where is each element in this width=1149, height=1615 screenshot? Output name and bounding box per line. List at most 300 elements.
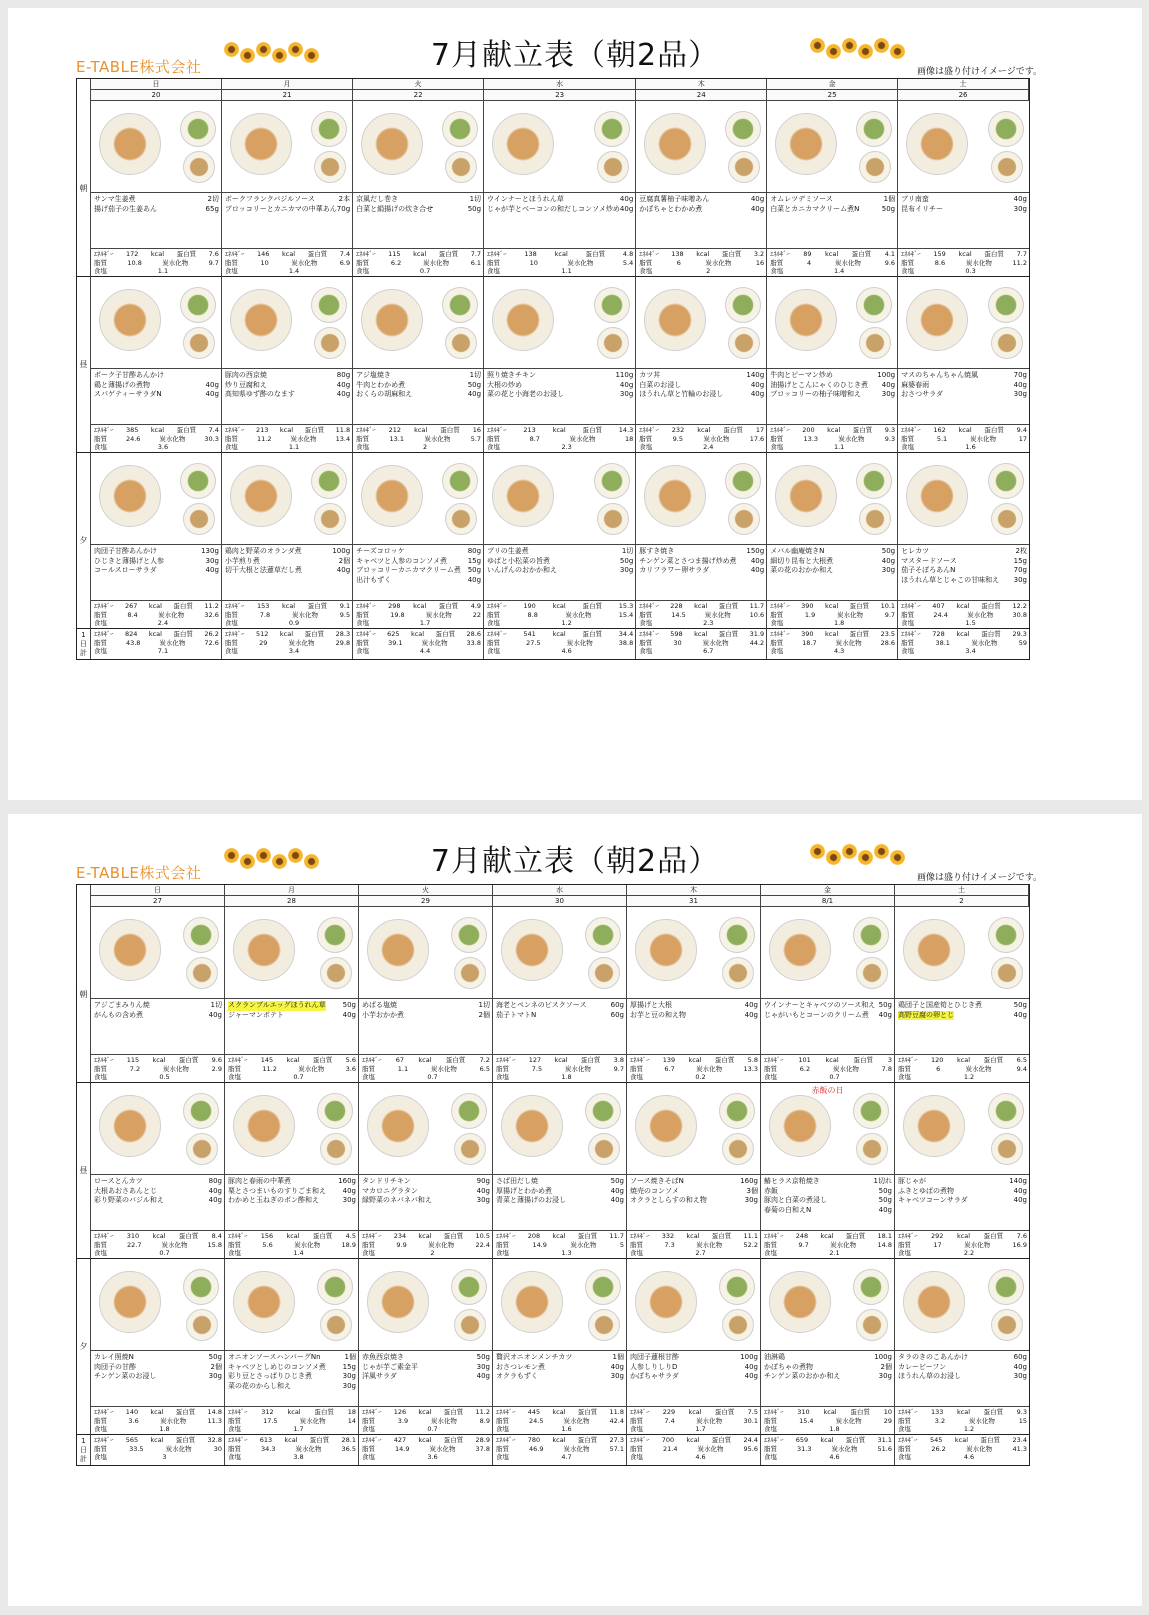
nutrition-block xyxy=(222,249,352,276)
meal-cell xyxy=(91,453,222,629)
sunflower-icon xyxy=(842,38,857,53)
carbs-value: 18.9 xyxy=(341,1240,356,1249)
dish-row xyxy=(362,1001,490,1011)
salt-label: 食塩 xyxy=(487,619,501,627)
nutrition-row xyxy=(225,647,350,656)
fat-value: 8.4 xyxy=(127,610,138,619)
dish-amount: 40g xyxy=(744,1362,758,1371)
fat-value: 6 xyxy=(676,258,681,267)
nutrition-row xyxy=(94,1065,222,1074)
dish-name: 鰆ヒラス京粕焼き xyxy=(764,1177,820,1185)
side-dish-plate xyxy=(183,503,215,535)
dish-row xyxy=(764,1196,892,1206)
protein-label: 蛋白質 xyxy=(175,1436,196,1444)
nutrition-block xyxy=(91,1055,224,1082)
nutrition-block xyxy=(222,425,352,452)
dish-amount: 30g xyxy=(342,1196,356,1204)
protein-value: 9.6 xyxy=(211,1056,222,1064)
side-dish-plate xyxy=(585,917,621,953)
salt-label: 食塩 xyxy=(228,1073,241,1081)
dish-name: オムレツデミソース xyxy=(770,195,833,203)
energy-label: ｴﾈﾙｷﾞｰ xyxy=(362,1232,382,1240)
nutrition-block xyxy=(353,601,483,628)
nutrition-row xyxy=(496,1436,624,1445)
nutrition-block xyxy=(761,1407,894,1434)
protein-value: 31.9 xyxy=(749,630,765,638)
dish-list xyxy=(636,369,766,425)
kcal-unit: kcal xyxy=(148,602,162,610)
fat-label: 脂質 xyxy=(898,1416,911,1425)
dish-amount: 30g xyxy=(878,1372,892,1380)
salt-label: 食塩 xyxy=(496,1249,509,1257)
protein-value: 29.3 xyxy=(1012,630,1027,638)
fat-value: 3.6 xyxy=(128,1416,139,1425)
kcal-unit: kcal xyxy=(825,1056,839,1064)
nutrition-row xyxy=(362,1408,490,1417)
date-header: 23 xyxy=(484,90,636,101)
dish-amount: 2切 xyxy=(207,195,219,203)
side-dish-plate xyxy=(594,463,630,499)
salt-value: 1.1 xyxy=(288,443,300,451)
weekday-header: 水 xyxy=(493,885,627,896)
nutrition-row xyxy=(362,1445,490,1454)
dish-name: 白菜のお浸し xyxy=(639,380,682,389)
dish-name: 青菜と薄揚げのお浸し xyxy=(496,1196,566,1204)
main-dish-plate xyxy=(501,1095,563,1157)
main-dish-plate xyxy=(367,1095,429,1157)
sunflower-icon xyxy=(858,44,873,59)
fat-label: 脂質 xyxy=(224,638,238,647)
meal-cell xyxy=(761,907,895,1083)
fat-label: 脂質 xyxy=(228,1240,241,1249)
nutrition-row xyxy=(901,647,1027,656)
dish-name: サンマ生姜煮 xyxy=(94,195,136,203)
fat-value: 17 xyxy=(933,1240,942,1249)
salt-label: 食塩 xyxy=(630,1453,643,1461)
kcal-unit: kcal xyxy=(279,630,294,638)
salt-label: 食塩 xyxy=(487,647,501,655)
energy-value: 138 xyxy=(671,250,684,258)
carbs-value: 32.6 xyxy=(204,610,219,619)
nutrition-row xyxy=(898,1408,1027,1417)
fat-value: 10.8 xyxy=(127,258,142,267)
salt-label: 食塩 xyxy=(94,267,107,275)
meal-cell xyxy=(636,453,767,629)
protein-label: 蛋白質 xyxy=(312,1056,333,1064)
protein-value: 28.9 xyxy=(475,1436,490,1444)
meal-photo xyxy=(484,453,635,545)
salt-value: 1.1 xyxy=(157,267,169,275)
carbs-value: 9.7 xyxy=(208,258,219,267)
dish-name: 豚肉の西京焼 xyxy=(224,371,267,379)
energy-label: ｴﾈﾙｷﾞｰ xyxy=(770,250,790,258)
meal-cell xyxy=(91,1083,225,1259)
main-dish-plate xyxy=(635,1095,697,1157)
dish-list xyxy=(636,193,766,249)
protein-label: 蛋白質 xyxy=(438,250,459,258)
salt-value: 1.2 xyxy=(561,619,572,627)
carbs-value: 6.5 xyxy=(479,1064,490,1073)
fat-label: 脂質 xyxy=(94,1064,107,1073)
nutrition-row xyxy=(639,426,764,435)
weekday-header: 月 xyxy=(222,79,353,90)
main-dish-plate xyxy=(361,289,423,351)
dish-name: ふきとゆばの煮物 xyxy=(898,1186,954,1195)
daily-total-cell xyxy=(484,629,636,659)
carbs-label: 炭水化物 xyxy=(159,638,186,647)
meal-photo xyxy=(767,453,897,545)
carbs-value: 14.8 xyxy=(877,1240,892,1249)
salt-value: 4.4 xyxy=(419,647,431,655)
dish-name: カレービーフン xyxy=(898,1362,947,1371)
nutrition-row xyxy=(764,1241,892,1250)
dish-amount: 100g xyxy=(332,547,351,555)
dish-amount: 30g xyxy=(619,390,634,398)
meal-cell xyxy=(898,453,1029,629)
protein-value: 10 xyxy=(883,1408,892,1416)
energy-label: ｴﾈﾙｷﾞｰ xyxy=(496,1056,516,1064)
dish-name: 緑野菜のネバネバ和え xyxy=(362,1196,432,1204)
weekday-header: 木 xyxy=(636,79,767,90)
dish-row xyxy=(225,390,350,400)
nutrition-block xyxy=(359,1435,492,1465)
protein-value: 11.1 xyxy=(743,1232,758,1240)
side-dish-plate xyxy=(186,1309,218,1341)
dish-row xyxy=(630,1196,758,1206)
salt-value: 1.1 xyxy=(561,267,572,275)
dish-name: ジャーマンポテト xyxy=(228,1010,284,1019)
meal-cell xyxy=(91,277,222,453)
energy-value: 190 xyxy=(523,602,536,610)
dish-row xyxy=(225,566,350,576)
carbs-label: 炭水化物 xyxy=(429,1444,456,1453)
protein-label: 蛋白質 xyxy=(849,602,870,610)
nutrition-row xyxy=(225,611,350,620)
fat-label: 脂質 xyxy=(487,610,501,619)
fat-label: 脂質 xyxy=(901,638,915,647)
main-dish-plate xyxy=(367,919,429,981)
weekday-header: 木 xyxy=(627,885,761,896)
dish-amount: 2個 xyxy=(880,1362,892,1371)
carbs-value: 30.3 xyxy=(204,434,219,443)
dish-amount: 2枚 xyxy=(1015,547,1027,555)
side-dish-plate xyxy=(585,1093,621,1129)
energy-value: 126 xyxy=(393,1408,407,1416)
protein-value: 34.4 xyxy=(618,630,634,638)
main-dish-plate xyxy=(233,1095,295,1157)
protein-value: 9.3 xyxy=(1016,1408,1027,1416)
dish-amount: 30g xyxy=(619,566,634,574)
dish-name: わかめと玉ねぎのポン酢和え xyxy=(228,1196,319,1204)
carbs-value: 9.7 xyxy=(884,610,896,619)
protein-label: 蛋白質 xyxy=(845,1232,866,1240)
nutrition-block xyxy=(91,249,221,276)
energy-value: 213 xyxy=(255,426,269,434)
energy-label: ｴﾈﾙｷﾞｰ xyxy=(898,1056,918,1064)
dish-list xyxy=(484,545,635,601)
dish-list xyxy=(225,999,358,1055)
kcal-unit: kcal xyxy=(418,1232,432,1240)
side-dish-plate xyxy=(594,111,630,147)
dish-row xyxy=(228,1196,356,1206)
salt-label: 食塩 xyxy=(770,267,784,275)
energy-label: ｴﾈﾙｷﾞｰ xyxy=(639,630,659,638)
protein-value: 6.5 xyxy=(1016,1056,1027,1064)
kcal-unit: kcal xyxy=(552,426,566,434)
dish-name: チーズコロッケ xyxy=(356,547,405,555)
kcal-unit: kcal xyxy=(688,1056,702,1064)
dish-row xyxy=(630,1011,758,1021)
protein-value: 26.2 xyxy=(204,630,219,638)
dish-amount: 2個 xyxy=(210,1362,222,1371)
protein-value: 10.1 xyxy=(880,602,896,610)
carbs-label: 炭水化物 xyxy=(835,1416,862,1425)
dish-row xyxy=(764,1177,892,1187)
nutrition-row xyxy=(94,1436,222,1445)
dish-amount: 30g xyxy=(610,1372,624,1380)
energy-label: ｴﾈﾙｷﾞｰ xyxy=(224,630,245,638)
meal-photo xyxy=(898,277,1029,369)
kcal-unit: kcal xyxy=(820,1436,834,1444)
energy-label: ｴﾈﾙｷﾞｰ xyxy=(362,1408,382,1416)
dish-name: 油淋鶏 xyxy=(764,1353,785,1361)
main-dish-plate xyxy=(903,919,965,981)
nutrition-row xyxy=(901,443,1027,452)
kcal-unit: kcal xyxy=(552,630,566,638)
daily-total-cell xyxy=(898,629,1029,659)
dish-list xyxy=(898,545,1029,601)
carbs-value: 22.4 xyxy=(475,1240,490,1249)
fat-label: 脂質 xyxy=(764,1240,777,1249)
dish-name: 肉団子蓮根甘酢 xyxy=(630,1353,679,1361)
dish-name: 出汁もずく xyxy=(356,575,392,584)
nutrition-row xyxy=(898,1073,1027,1082)
meal-cell xyxy=(767,453,898,629)
fat-value: 1.1 xyxy=(397,1064,409,1073)
carbs-value: 36.5 xyxy=(341,1444,356,1453)
carbs-label: 炭水化物 xyxy=(295,1444,322,1453)
fat-label: 脂質 xyxy=(496,1416,509,1425)
nutrition-row xyxy=(487,443,633,452)
nutrition-row xyxy=(225,426,350,435)
nutrition-row xyxy=(770,647,895,656)
nutrition-row xyxy=(356,435,481,444)
energy-value: 138 xyxy=(524,250,537,258)
kcal-unit: kcal xyxy=(825,602,839,610)
carbs-label: 炭水化物 xyxy=(158,610,185,619)
carbs-label: 炭水化物 xyxy=(162,1064,189,1073)
dish-amount: 40g xyxy=(750,556,765,565)
protein-label: 蛋白質 xyxy=(173,602,193,610)
date-header: 22 xyxy=(353,90,484,101)
side-dish-plate xyxy=(314,327,346,359)
meal-cell xyxy=(627,907,761,1083)
dish-amount: 30g xyxy=(881,390,896,398)
dish-row xyxy=(362,1187,490,1197)
nutrition-block xyxy=(353,629,483,659)
nutrition-row xyxy=(94,1453,222,1462)
fat-value: 6.2 xyxy=(390,258,402,267)
salt-value: 1.2 xyxy=(963,1073,975,1081)
fat-value: 6.7 xyxy=(664,1064,675,1073)
kcal-unit: kcal xyxy=(410,630,425,638)
dish-name: 揚げ茄子の生姜あん xyxy=(94,204,157,213)
fat-label: 脂質 xyxy=(362,1416,375,1425)
dish-name: 茄子トマトN xyxy=(496,1010,537,1019)
fat-value: 26.2 xyxy=(931,1444,946,1453)
salt-label: 食塩 xyxy=(362,1453,375,1461)
dish-amount: 65g xyxy=(205,204,219,213)
nutrition-row xyxy=(764,1453,892,1462)
energy-label: ｴﾈﾙｷﾞｰ xyxy=(770,602,790,610)
dish-name: 小芋おかか煮 xyxy=(362,1010,404,1019)
dish-row xyxy=(898,1011,1027,1021)
nutrition-row xyxy=(487,630,633,639)
fat-label: 脂質 xyxy=(362,1240,375,1249)
fat-label: 脂質 xyxy=(228,1444,241,1453)
protein-value: 7.6 xyxy=(208,250,219,258)
side-dish-plate xyxy=(314,151,346,183)
main-dish-plate xyxy=(99,1095,161,1157)
side-dish-plate xyxy=(991,1133,1023,1165)
meal-label-lunch: 昼 xyxy=(77,277,91,453)
salt-label: 食塩 xyxy=(356,267,370,275)
energy-label: ｴﾈﾙｷﾞｰ xyxy=(639,602,659,610)
energy-value: 310 xyxy=(797,1408,810,1416)
salt-value: 1.5 xyxy=(965,619,976,627)
energy-value: 140 xyxy=(125,1408,139,1416)
energy-value: 390 xyxy=(801,602,814,610)
energy-label: ｴﾈﾙｷﾞｰ xyxy=(764,1408,784,1416)
nutrition-block xyxy=(767,601,897,628)
dish-row xyxy=(639,205,764,215)
dish-name: ソース焼きそばN xyxy=(630,1177,684,1185)
nutrition-row xyxy=(639,435,764,444)
date-header: 26 xyxy=(898,90,1029,101)
dish-row xyxy=(94,1001,222,1011)
dish-row xyxy=(496,1196,624,1206)
nutrition-row xyxy=(356,647,481,656)
carbs-value: 8.9 xyxy=(479,1416,490,1425)
protein-value: 14.3 xyxy=(618,426,634,434)
carbs-label: 炭水化物 xyxy=(563,1444,590,1453)
dish-amount: 30g xyxy=(881,566,896,574)
kcal-unit: kcal xyxy=(825,630,839,638)
salt-label: 食塩 xyxy=(356,619,370,627)
menu-grid xyxy=(76,78,1030,660)
dish-amount: 110g xyxy=(615,371,634,379)
dish-row xyxy=(639,381,764,391)
nutrition-row xyxy=(496,1445,624,1454)
nutrition-block xyxy=(761,1435,894,1465)
salt-value: 1.8 xyxy=(829,1425,840,1433)
carbs-label: 炭水化物 xyxy=(830,1240,857,1249)
fat-value: 5.6 xyxy=(262,1240,273,1249)
side-dish-plate xyxy=(451,1269,487,1305)
menu-page-2 xyxy=(8,814,1142,1606)
nutrition-row xyxy=(639,639,764,648)
meal-photo xyxy=(91,907,224,999)
protein-value: 3.2 xyxy=(753,250,765,258)
meal-label-lunch: 昼 xyxy=(77,1083,91,1259)
meal-photo xyxy=(91,453,221,545)
sunflower-decoration-right xyxy=(810,844,905,865)
protein-value: 18.1 xyxy=(877,1232,892,1240)
fat-value: 33.5 xyxy=(129,1444,144,1453)
dish-amount: 1切 xyxy=(478,1001,490,1009)
carbs-label: 炭水化物 xyxy=(971,638,998,647)
main-dish-plate xyxy=(492,465,554,527)
dish-amount: 3個 xyxy=(746,1186,758,1195)
meal-photo xyxy=(353,277,483,369)
nutrition-row xyxy=(496,1232,624,1241)
salt-label: 食塩 xyxy=(639,619,653,627)
fat-label: 脂質 xyxy=(94,434,107,443)
nutrition-row xyxy=(764,1436,892,1445)
fat-label: 脂質 xyxy=(362,1064,375,1073)
nutrition-block xyxy=(493,1435,626,1465)
dish-list xyxy=(493,1175,626,1231)
kcal-unit: kcal xyxy=(827,426,841,434)
nutrition-row xyxy=(487,647,633,656)
carbs-value: 3.6 xyxy=(345,1064,356,1073)
protein-value: 28.3 xyxy=(335,630,351,638)
fat-label: 脂質 xyxy=(630,1416,643,1425)
date-header: 28 xyxy=(225,896,359,907)
weekday-header: 土 xyxy=(895,885,1029,896)
dish-amount: 100g xyxy=(874,1353,892,1361)
fat-label: 脂質 xyxy=(898,1444,911,1453)
meal-photo xyxy=(359,907,492,999)
fat-label: 脂質 xyxy=(639,610,653,619)
dish-row xyxy=(94,390,219,400)
energy-value: 89 xyxy=(803,250,812,258)
nutrition-row xyxy=(630,1436,758,1445)
dish-row xyxy=(487,390,633,400)
dish-list xyxy=(222,193,352,249)
nutrition-row xyxy=(356,619,481,628)
salt-label: 食塩 xyxy=(770,647,784,655)
main-dish-plate xyxy=(635,1271,697,1333)
daily-total-cell xyxy=(91,1435,225,1465)
nutrition-row xyxy=(356,250,481,259)
kcal-unit: kcal xyxy=(956,1056,971,1064)
nutrition-row xyxy=(228,1445,356,1454)
dish-row xyxy=(764,1372,892,1382)
dish-row xyxy=(94,1011,222,1021)
dish-row xyxy=(228,1011,356,1021)
meal-photo xyxy=(627,907,760,999)
protein-value: 18 xyxy=(347,1408,356,1416)
salt-label: 食塩 xyxy=(901,267,915,275)
energy-value: 292 xyxy=(931,1232,944,1240)
daily-total-cell xyxy=(761,1435,895,1465)
fat-label: 脂質 xyxy=(770,638,784,647)
nutrition-block xyxy=(898,425,1029,452)
meal-cell xyxy=(353,277,484,453)
carbs-label: 炭水化物 xyxy=(159,434,186,443)
energy-value: 407 xyxy=(932,602,945,610)
salt-label: 食塩 xyxy=(630,1425,643,1433)
dish-row xyxy=(901,205,1027,215)
nutrition-row xyxy=(898,1065,1027,1074)
dish-name: じゃが芋ご素金平 xyxy=(362,1362,418,1371)
energy-label: ｴﾈﾙｷﾞｰ xyxy=(487,250,507,258)
main-dish-plate xyxy=(99,289,161,351)
energy-value: 332 xyxy=(661,1232,675,1240)
energy-label: ｴﾈﾙｷﾞｰ xyxy=(356,630,376,638)
salt-value: 0.9 xyxy=(288,619,300,627)
